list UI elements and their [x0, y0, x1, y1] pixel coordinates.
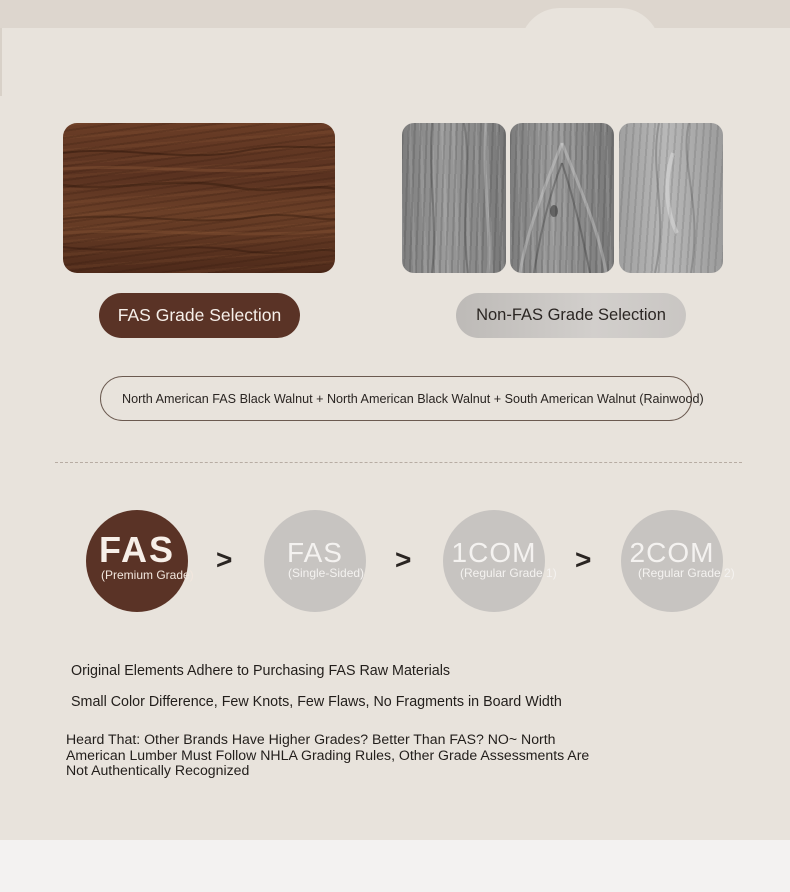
grade-fas-single-sided	[264, 510, 366, 612]
fas-grade-selection-label: FAS Grade Selection	[99, 293, 300, 338]
grade-desc: (Regular Grade 1)	[460, 566, 557, 580]
species-label: North American FAS Black Walnut + North American Black Walnut + South American Walnut (Rainwood)	[100, 376, 692, 421]
dashed-divider	[55, 462, 742, 463]
top-band	[0, 0, 790, 28]
top-decoration	[520, 8, 660, 48]
feature-line: Small Color Difference, Few Knots, Few Flaws, No Fragments in Board Width	[71, 694, 562, 710]
greater-than-sign: >	[395, 544, 412, 575]
fas-walnut-wood-image	[63, 123, 335, 273]
non-fas-grey-wood-image	[402, 123, 506, 273]
greater-than-sign: >	[216, 544, 233, 575]
grade-code: FAS	[98, 529, 175, 570]
grade-code: 2COM	[629, 537, 715, 568]
edge-decoration	[0, 28, 2, 96]
grade-desc: (Premium Grade)	[101, 568, 194, 582]
greater-than-sign: >	[575, 544, 592, 575]
footer-space	[0, 840, 790, 892]
grade-code: 1COM	[451, 537, 537, 568]
grade-code: FAS	[287, 537, 343, 568]
grade-1com	[443, 510, 557, 612]
non-fas-grade-selection-label: Non-FAS Grade Selection	[456, 293, 686, 338]
non-fas-grey-wood-image	[619, 123, 723, 273]
grade-desc: (Regular Grade 2)	[638, 566, 735, 580]
feature-line: Original Elements Adhere to Purchasing FAS Raw Materials	[71, 663, 451, 679]
grade-desc: (Single-Sided)	[288, 566, 365, 580]
non-fas-grey-wood-image	[510, 123, 614, 273]
grade-fas-premium	[86, 510, 194, 612]
nhla-note: Heard That: Other Brands Have Higher Grades? Better Than FAS? NO~ North American Lumber Must Follow NHLA Grading Rules, Other Grade Assessments Are Not Authentically Recognized	[66, 731, 590, 779]
grade-2com	[621, 510, 735, 612]
